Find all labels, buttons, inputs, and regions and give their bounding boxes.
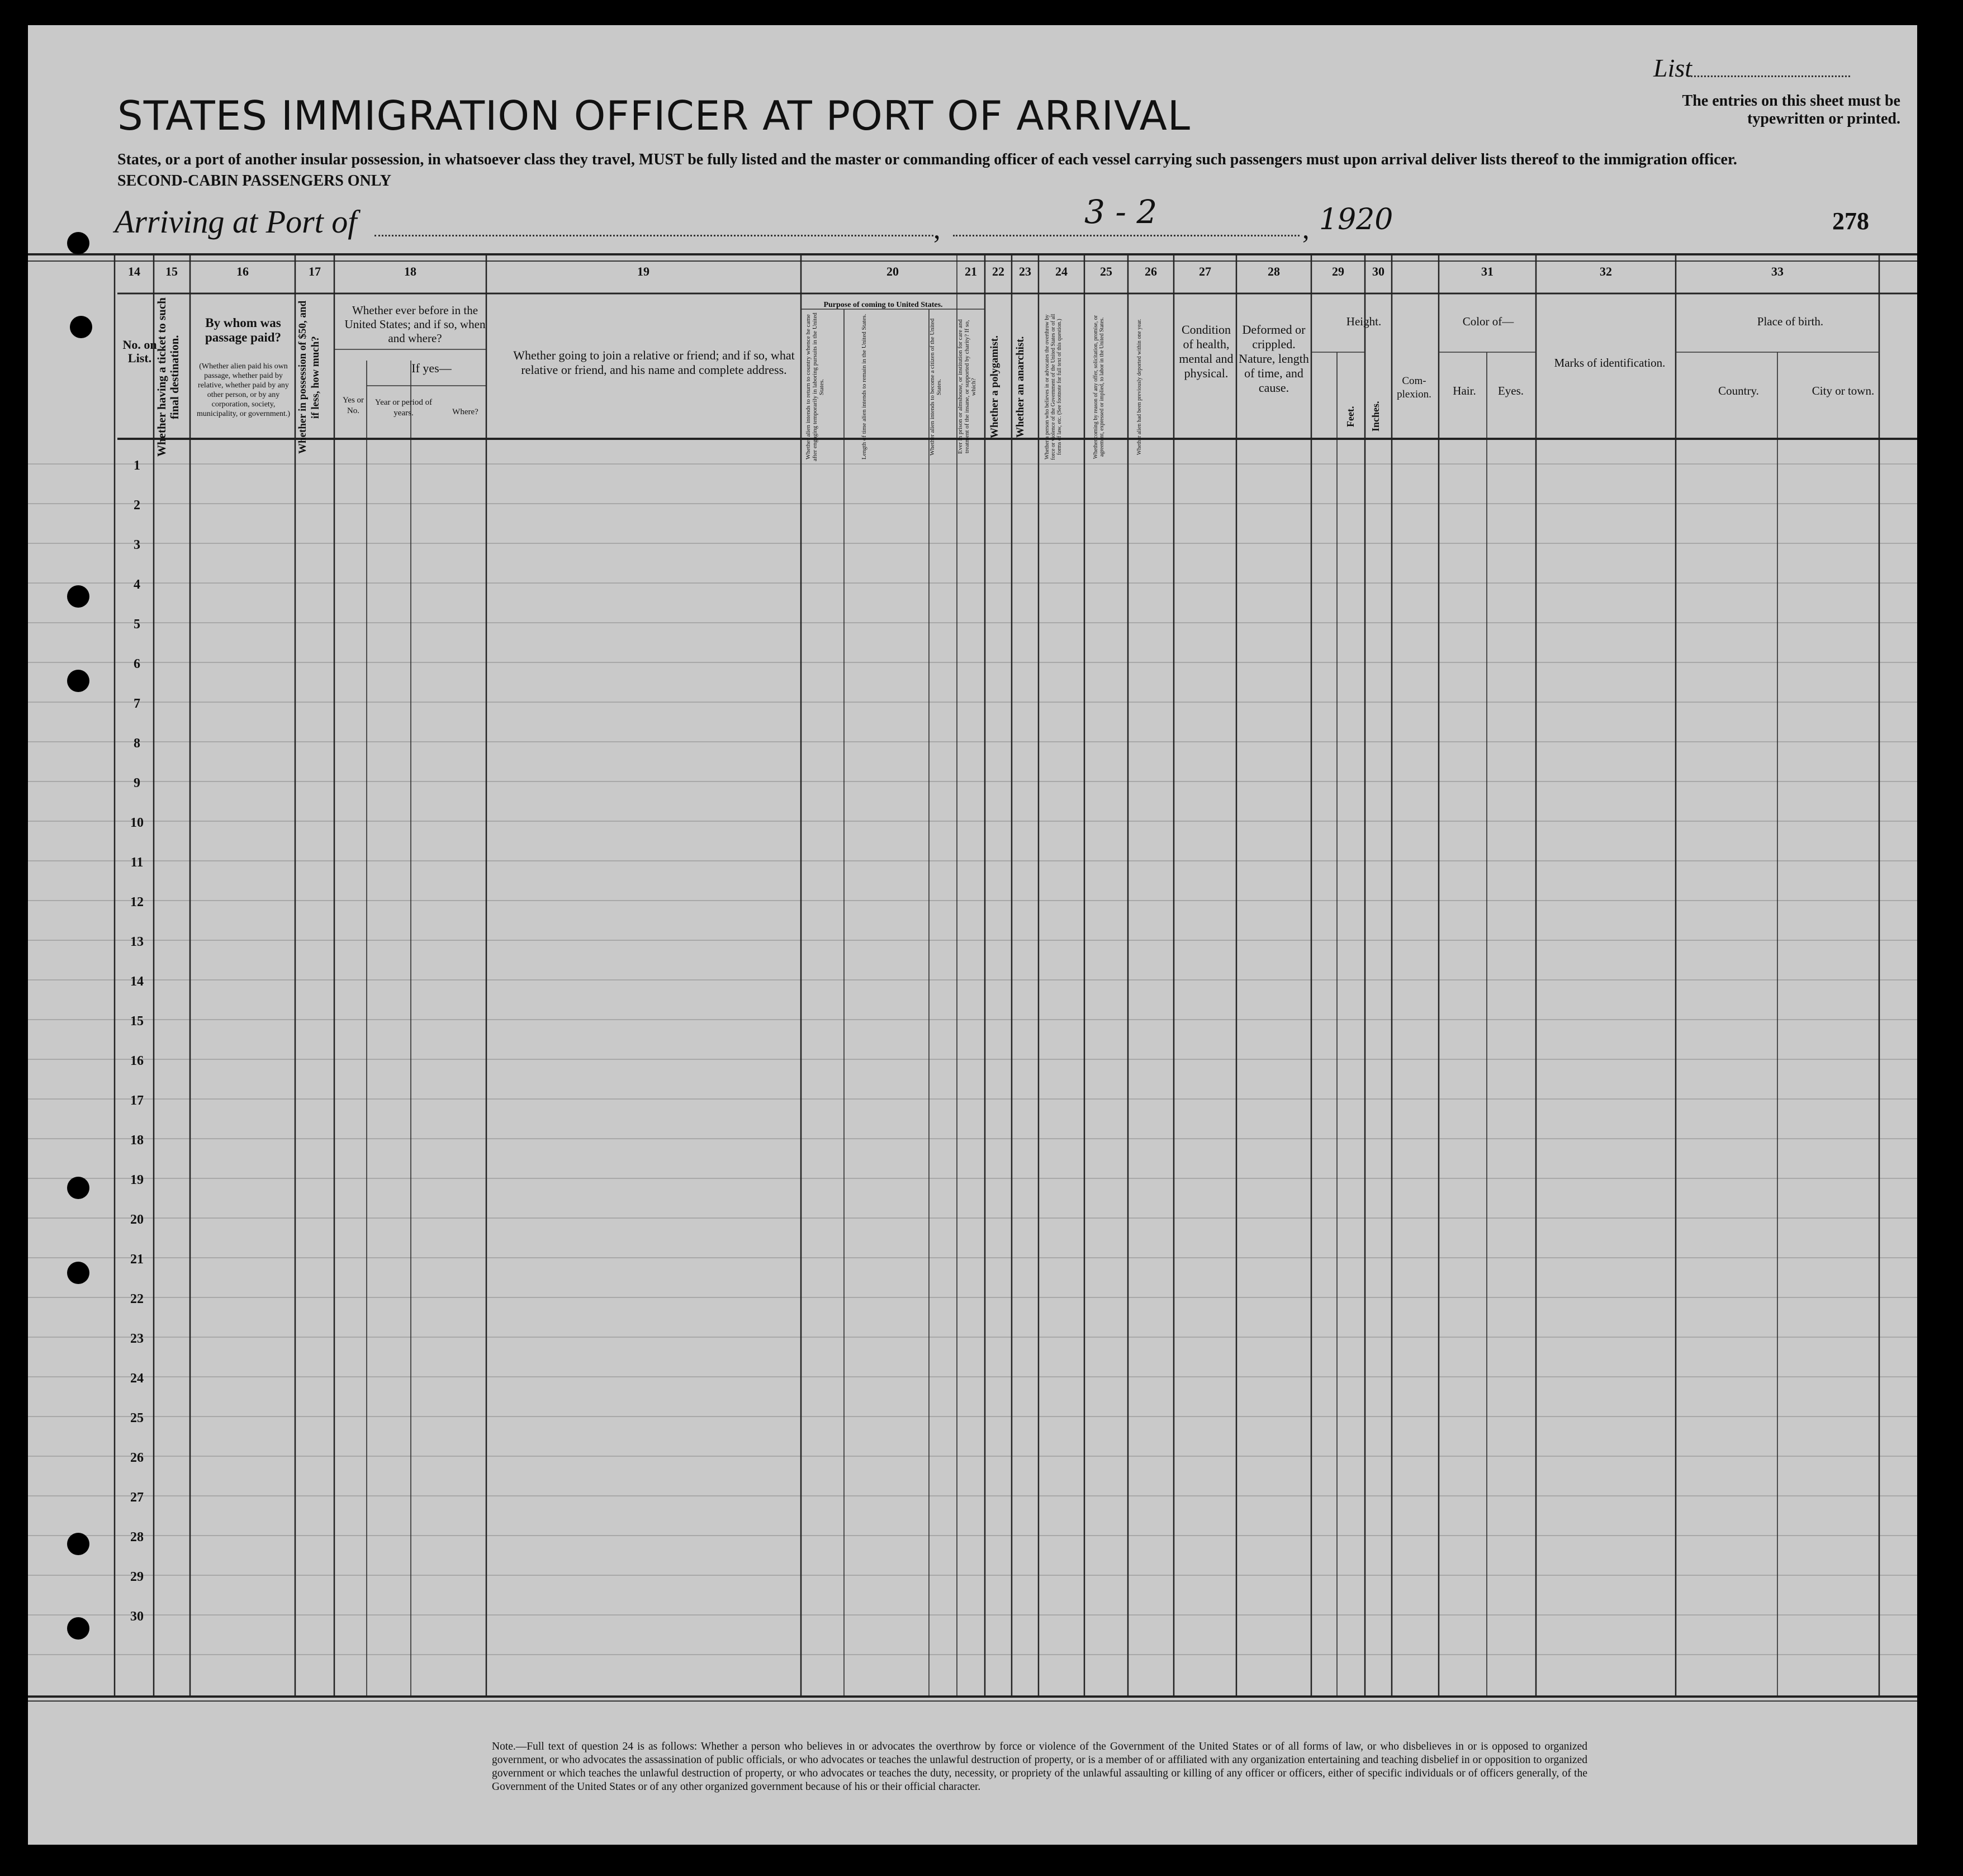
row-number: 25 [130,1411,144,1425]
punch-hole [67,1262,89,1284]
column-number: 17 [309,264,321,278]
row-number: 5 [134,617,140,632]
header-feet: Feet. [1345,406,1356,427]
page-title: STATES IMMIGRATION OFFICER AT PORT OF ARRIVAL [117,92,1191,139]
column-number: 30 [1372,264,1384,278]
row-number: 13 [130,935,144,949]
header-fifty-dollars: Whether in possession of $50, and if less, how much? [297,300,321,454]
instructions-block [117,149,1906,192]
header-no-on-list: No. on List. [122,338,157,365]
arriving-label: Arriving at Port of [115,203,357,240]
header-marks: Marks of identification. [1554,356,1666,369]
column-number: 32 [1600,264,1612,278]
header-deported: Whether alien had been previously deported within one year. [1136,319,1142,455]
column-number: 16 [236,264,249,278]
column-number: 25 [1100,264,1112,278]
arrival-date-field[interactable] [953,235,1300,236]
header-citizen-intent: Whether alien intends to become a citizen of the United States. [929,318,942,456]
header-return-intent: Whether alien intends to return to country whence he came after engaging temporarily in laboring pursuits in the United States. [805,312,825,461]
header-polygamist: Whether a polygamist. [989,335,1001,438]
handwritten-year: 1920 [1319,203,1393,236]
comma-separator: , [933,213,941,244]
column-number: 31 [1481,264,1493,278]
row-number: 11 [130,855,144,870]
header-city-or-town: City or town. [1812,384,1875,397]
header-before-in-us: Whether ever before in the United States; and if so, when and where? [344,304,486,345]
column-number: 18 [404,264,416,278]
comma-separator: , [1302,213,1310,244]
punch-hole [67,1177,89,1199]
row-number: 12 [130,895,144,909]
header-inches: Inches. [1370,401,1381,432]
header-eyes: Eyes. [1497,384,1524,397]
header-health: Condition of health, mental and physical. [1179,323,1234,380]
header-anarchist: Whether an anarchist. [1014,336,1026,438]
row-number: 9 [134,776,140,790]
column-number: 19 [637,264,649,278]
row-number: 29 [130,1570,144,1584]
punch-hole [67,585,89,608]
row-number: 30 [130,1609,144,1624]
header-passage-paid: By whom was passage paid? [205,316,282,344]
column-number: 27 [1199,264,1211,278]
row-number: 10 [130,816,144,830]
column-number: 26 [1145,264,1157,278]
column-number: 29 [1332,264,1344,278]
row-number: 1 [134,458,140,473]
column-number: 23 [1019,264,1031,278]
row-number: 15 [130,1014,144,1029]
header-length-stay: Length of time alien intends to remain in the United States. [861,314,867,460]
header-complexion: Com-plexion. [1397,375,1431,400]
column-number: 24 [1055,264,1068,278]
list-number-field[interactable] [1691,75,1850,77]
header-color-of: Color of— [1462,315,1514,328]
header-purpose: Purpose of coming to United States. [823,301,943,309]
column-number: 33 [1771,264,1784,278]
punch-hole [67,1533,89,1555]
header-offer-labor: Whether coming by reason of any offer, solicitation, promise, or agreement, expressed or implied, to labor in the United States. [1093,315,1105,459]
punch-hole [67,232,89,254]
header-deformed: Deformed or crippled. Nature, length of time, and cause. [1239,323,1309,395]
row-number: 18 [130,1133,144,1148]
header-passage-note: (Whether alien paid his own passage, whether paid by relative, whether paid by any other person, or by any corporation, society, municipality, or government.) [196,362,291,418]
list-label: List [1653,54,1692,82]
header-if-yes: If yes— [411,361,452,375]
row-number: 27 [130,1490,144,1505]
row-number: 4 [134,577,140,592]
row-number: 24 [130,1371,144,1386]
port-of-arrival-field[interactable] [374,235,933,236]
header-ticket: Whether having a ticket to such final destination. [155,297,181,457]
instructions-text: States, or a port of another insular possession, in whatsoever class they travel, MUST be fully listed and the master or commanding officer of each vessel carrying such passengers must upon arrival deliver lists thereof to the immigration officer. [117,151,1737,168]
header-hair: Hair. [1453,384,1476,397]
row-number: 7 [134,697,140,711]
column-number: 21 [965,264,977,278]
row-number: 17 [130,1093,144,1108]
row-number: 28 [130,1530,144,1545]
row-number: 3 [134,538,140,552]
row-number: 8 [134,736,140,751]
handwritten-date: 3 - 2 [1084,193,1158,231]
row-number: 26 [130,1451,144,1465]
column-number: 28 [1268,264,1280,278]
typewritten-note: The entries on this sheet must be typewritten or printed. [1682,92,1900,127]
row-number: 23 [130,1332,144,1346]
row-number: 16 [130,1054,144,1068]
sheet-number: 278 [1832,207,1869,235]
header-height: Height. [1346,315,1382,328]
header-overthrow: Whether a person who believes in or advocates the overthrow by force or violence of the Government of the United States or of all forms of law, etc. (See footnote for full text of this question.) [1044,314,1063,460]
column-number: 14 [128,264,140,278]
column-number: 22 [992,264,1004,278]
row-number: 6 [134,657,140,671]
row-number: 19 [130,1173,144,1187]
column-number: 20 [886,264,899,278]
punch-hole [67,670,89,692]
row-number: 22 [130,1292,144,1306]
footnote: Note.—Full text of question 24 is as follows: Whether a person who believes in or advocates the overthrow by force or violence of the Government of the United States or of all forms of law, or who disbelieves in or is opposed to organized government, or who advocates the assassination of public officials, or who advocates or teaches the unlawful destruction of property, or is a member of or affiliated with any organization entertaining and teaching disbelief in or opposition to organized government or which teaches the unlawful destruction of property, or who advocates or teaches the duty, necessity, or propriety of the unlawful assaulting or killing of any officer or officers, either of specific individuals or of officers generally, of the Government of the United States or of any other organized government because of his or their official character. [492,1741,1587,1793]
row-number: 21 [130,1252,144,1267]
header-prison: Ever in prison or almshouse, or institution for care and treatment of the insane, or supported by charity? If so, which? [957,319,977,454]
punch-hole [67,1617,89,1640]
class-line: SECOND-CABIN PASSENGERS ONLY [117,172,392,190]
column-number: 15 [165,264,178,278]
header-country: Country. [1718,384,1759,397]
punch-hole [70,316,92,338]
row-number: 14 [130,974,144,989]
row-number: 20 [130,1212,144,1227]
header-year-period: Year or period of years. [374,398,433,418]
header-where: Where? [452,408,478,416]
manifest-sheet [28,25,1917,1845]
header-yes-or-no: Yes or No. [342,396,364,415]
header-join-relative: Whether going to join a relative or friend; and if so, what relative or friend, and his name and complete address. [513,348,795,377]
header-place-of-birth: Place of birth. [1757,315,1824,328]
row-number: 2 [134,498,140,513]
